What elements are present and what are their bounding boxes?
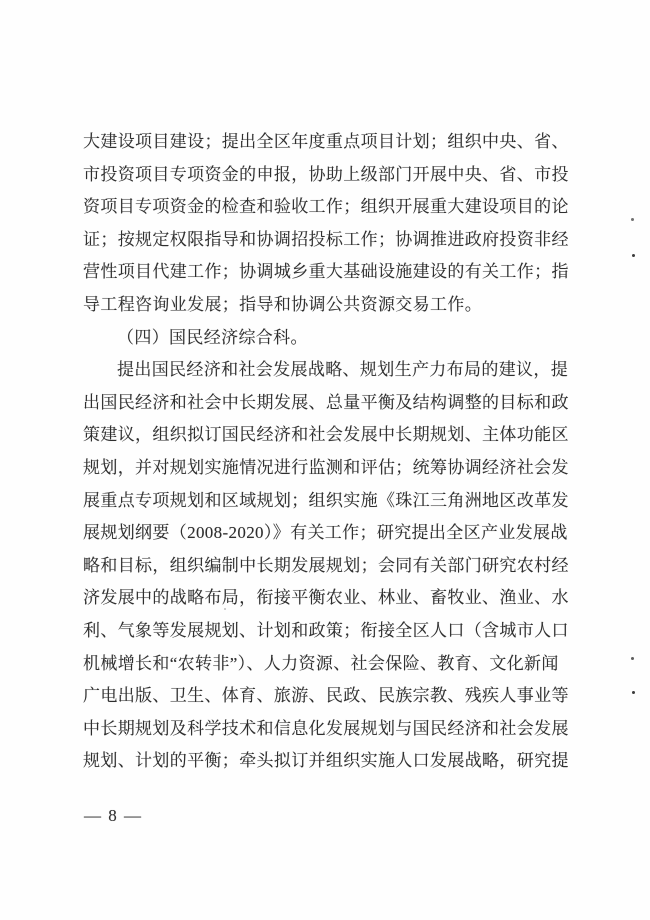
scan-artifact-dot [224, 608, 226, 610]
scan-artifact-dot [632, 691, 635, 694]
text-line: 市投资项目专项资金的申报，协助上级部门开展中央、省、市投 [83, 164, 569, 184]
text-line: 机械增长和“农转非”）、人力资源、社会保险、教育、文化新闻 [83, 653, 559, 673]
text-line: 策建议，组织拟订国民经济和社会发展中长期规划、主体功能区 [83, 425, 569, 445]
text-line: 导工程咨询业发展；指导和协调公共资源交易工作。 [83, 294, 483, 314]
scan-artifact-dot [631, 218, 634, 221]
scan-artifact-dot [631, 657, 634, 660]
text-line: 规划、计划的平衡；牵头拟订并组织实施人口发展战略，研究提 [83, 751, 569, 771]
text-line: （四）国民经济综合科。 [117, 327, 308, 347]
text-line: 利、气象等发展规划、计划和政策；衔接全区人口（含城市人口 [83, 620, 569, 640]
text-block [83, 126, 569, 778]
text-line: 略和目标，组织编制中长期发展规划；会同有关部门研究农村经 [83, 555, 569, 575]
text-line: 提出国民经济和社会发展战略、规划生产力布局的建议，提 [117, 360, 569, 380]
text-line: 资项目专项资金的检查和验收工作；组织开展重大建设项目的论 [83, 197, 569, 217]
text-line: 营性项目代建工作；协调城乡重大基础设施建设的有关工作；指 [83, 262, 569, 282]
text-line: 展重点专项规划和区域规划；组织实施《珠江三角洲地区改革发 [83, 490, 569, 510]
text-line: 广电出版、卫生、体育、旅游、民政、民族宗教、残疾人事业等 [83, 686, 569, 706]
text-line: 中长期规划及科学技术和信息化发展规划与国民经济和社会发展 [83, 718, 569, 738]
text-line: 济发展中的战略布局，衔接平衡农业、林业、畜牧业、渔业、水 [83, 588, 569, 608]
text-line: 出国民经济和社会中长期发展、总量平衡及结构调整的目标和政 [83, 392, 569, 412]
text-line: 证；按规定权限指导和协调招投标工作；协调推进政府投资非经 [83, 229, 569, 249]
page-number: — 8 — [84, 806, 143, 825]
text-line: 规划，并对规划实施情况进行监测和评估；统筹协调经济社会发 [83, 457, 569, 477]
scan-artifact-dot [632, 254, 635, 257]
text-line: 大建设项目建设；提出全区年度重点项目计划；组织中央、省、 [83, 132, 569, 151]
text-line: 展规划纲要（2008-2020）》有关工作；研究提出全区产业发展战 [83, 523, 568, 543]
